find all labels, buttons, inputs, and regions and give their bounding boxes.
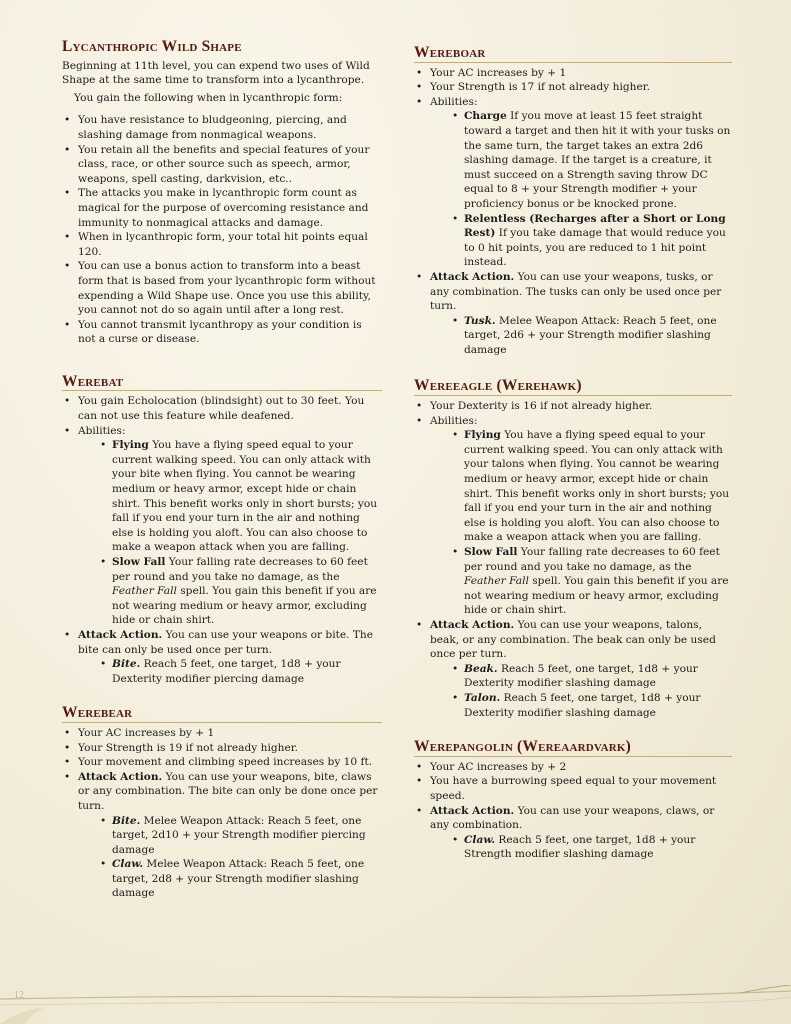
wereeagle-section xyxy=(414,379,732,720)
list-item: • When in lycanthropic form, your total hit points equal 120. xyxy=(62,230,382,259)
list-item xyxy=(430,545,732,618)
list-item xyxy=(430,109,732,211)
werebear-list xyxy=(62,726,382,901)
page-number: 12 xyxy=(14,990,24,1001)
werepangolin-list xyxy=(414,760,732,862)
list-item xyxy=(78,657,382,686)
wereeagle-attacks xyxy=(430,662,732,720)
attack-text: You can use your weapons, bite, claws or any combination. The bite can only be done once per turn. xyxy=(78,770,378,812)
list-item: • Your AC increases by + 1 xyxy=(414,66,732,81)
footer-ornament-icon xyxy=(0,985,791,1024)
list-item xyxy=(414,414,732,618)
left-column xyxy=(62,40,382,921)
list-item xyxy=(414,270,732,358)
werepangolin-section xyxy=(414,740,732,862)
attack-name: Beak. xyxy=(464,662,498,675)
lycanthropic-wild-shape-section xyxy=(62,40,382,347)
spell-name: Feather Fall xyxy=(112,585,177,598)
attack-text: Melee Weapon Attack: Reach 5 feet, one target, 2d6 + your Strength modifier slashing damage xyxy=(464,314,717,356)
werebat-attacks xyxy=(78,657,382,686)
list-item xyxy=(430,314,732,358)
ability-name: Flying xyxy=(112,439,149,452)
section-title-werepangolin: Werepangolin (Wereaardvark) xyxy=(414,740,732,757)
attack-action-label: Attack Action. xyxy=(430,618,515,631)
list-item: • Your AC increases by + 1 xyxy=(62,726,382,741)
ability-text: If you move at least 15 feet straight toward a target and then hit it with your tusks on the same turn, the target takes an extra 2d6 slashing damage. If the target is a creature, it must succeed on a Strength saving throw DC equal to 8 + your Strength modifier + your proficiency bonus or be knocked prone. xyxy=(464,110,731,210)
list-item xyxy=(430,662,732,691)
ability-text: If you take damage that would reduce you to 0 hit points, you are reduced to 1 hit point instead. xyxy=(464,227,726,269)
attack-name: Bite. xyxy=(112,814,141,827)
list-item: • You have resistance to bludgeoning, piercing, and slashing damage from nonmagical weapons. xyxy=(62,113,382,142)
wereboar-attacks xyxy=(430,314,732,358)
list-item xyxy=(78,555,382,628)
section-title-werebear: Werebear xyxy=(62,706,382,723)
list-item xyxy=(62,770,382,901)
list-item: • Your Dexterity is 16 if not already higher. xyxy=(414,399,732,414)
wereboar-section xyxy=(414,46,732,357)
list-item: • The attacks you make in lycanthropic form count as magical for the purpose of overcoming resistance and immunity to nonmagical attacks and damage. xyxy=(62,186,382,230)
werebat-section xyxy=(62,372,382,686)
ability-name: Flying xyxy=(464,429,501,442)
list-item: • Your movement and climbing speed increases by 10 ft. xyxy=(62,755,382,770)
abilities-label: Abilities: xyxy=(430,95,478,108)
wereboar-abilities xyxy=(430,109,732,270)
ability-text: spell. You gain this benefit if you are not wearing medium or heavy armor, excluding hide or chain shirt. xyxy=(112,585,377,627)
attack-action-label: Attack Action. xyxy=(78,770,163,783)
attack-text: Reach 5 feet, one target, 1d8 + your Strength modifier slashing damage xyxy=(464,833,696,861)
wereeagle-list xyxy=(414,399,732,720)
spell-name: Feather Fall xyxy=(464,575,529,588)
list-item: • Your Strength is 17 if not already higher. xyxy=(414,80,732,95)
attack-text: Reach 5 feet, one target, 1d8 + your Dexterity modifier slashing damage xyxy=(464,691,701,719)
werebear-section xyxy=(62,706,382,901)
attack-name: Talon. xyxy=(464,691,501,704)
list-item xyxy=(430,428,732,545)
list-item xyxy=(430,833,732,862)
attack-name: Claw. xyxy=(464,833,496,846)
list-item: • Your Strength is 19 if not already higher. xyxy=(62,741,382,756)
wereboar-list xyxy=(414,66,732,358)
attack-action-label: Attack Action. xyxy=(430,270,515,283)
section-title-lycanthropic-wild-shape: Lycanthropic Wild Shape xyxy=(62,38,242,55)
lycan-intro: Beginning at 11th level, you can expend two uses of Wild Shape at the same time to transform into a lycanthrope. xyxy=(62,59,370,87)
abilities-label: Abilities: xyxy=(78,424,126,437)
list-item: • You retain all the benefits and special features of your class, race, or other source such as speech, armor, weapons, spell casting, darkvision, etc.. xyxy=(62,143,382,187)
attack-text: Reach 5 feet, one target, 1d8 + your Dexterity modifier piercing damage xyxy=(112,658,341,685)
list-item: • Your AC increases by + 2 xyxy=(414,760,732,775)
wereeagle-abilities xyxy=(430,428,732,618)
attack-name: Bite. xyxy=(112,658,141,671)
lycan-intro2: You gain the following when in lycanthropic form: xyxy=(74,91,343,104)
list-item xyxy=(62,628,382,686)
attack-text: You can use your weapons or bite. The bite can only be used once per turn. xyxy=(78,628,374,656)
list-item: • You cannot transmit lycanthropy as your condition is not a curse or disease. xyxy=(62,318,382,347)
section-title-wereeagle: Wereeagle (Werehawk) xyxy=(414,379,732,396)
werepangolin-attacks xyxy=(430,833,732,862)
werebear-attacks xyxy=(78,814,382,902)
werebat-list xyxy=(62,394,382,686)
ability-name: Slow Fall xyxy=(464,546,518,558)
list-item: • You can use a bonus action to transform into a beast form that is based from your lycanthropic form without expending a Wild Shape use. Once you use this ability, you cannot not do so again until after a long rest. xyxy=(62,259,382,317)
abilities-label: Abilities: xyxy=(430,414,478,427)
list-item xyxy=(414,618,732,720)
list-item xyxy=(414,804,732,862)
ability-text: spell. You gain this benefit if you are not wearing medium or heavy armor, excluding hide or chain shirt. xyxy=(464,575,729,617)
attack-text: Melee Weapon Attack: Reach 5 feet, one target, 2d10 + your Strength modifier piercing damage xyxy=(112,814,366,856)
ability-text: You have a flying speed equal to your current walking speed. You can only attack with your talons when flying. You cannot be wearing medium or heavy armor, except hide or chain shirt. This benefit works only in short bursts; you fall if you end your turn in the air and nothing else is holding you aloft. You can also choose to make a weapon attack when you are falling. xyxy=(464,429,730,544)
attack-name: Claw. xyxy=(112,858,144,871)
attack-action-label: Attack Action. xyxy=(430,804,515,817)
attack-text: Melee Weapon Attack: Reach 5 feet, one target, 2d8 + your Strength modifier slashing damage xyxy=(112,858,365,900)
lycan-list xyxy=(62,113,382,347)
werebat-abilities xyxy=(78,438,382,628)
right-column xyxy=(414,46,732,882)
attack-text: You can use your weapons, tusks, or any combination. The tusks can only be used once per turn. xyxy=(430,270,722,313)
list-item xyxy=(78,438,382,555)
list-item: • You gain Echolocation (blindsight) out to 30 feet. You can not use this feature while deafened. xyxy=(62,394,382,423)
list-item: • You have a burrowing speed equal to your movement speed. xyxy=(414,774,732,803)
attack-name: Tusk. xyxy=(464,314,496,327)
ability-name: Slow Fall xyxy=(112,556,166,568)
section-title-werebat: Werebat xyxy=(62,375,382,392)
list-item xyxy=(78,857,382,901)
attack-action-label: Attack Action. xyxy=(78,628,163,641)
attack-text: Reach 5 feet, one target, 1d8 + your Dexterity modifier slashing damage xyxy=(464,662,698,690)
list-item xyxy=(430,212,732,270)
section-title-wereboar: Wereboar xyxy=(414,46,732,63)
ability-text: You have a flying speed equal to your current walking speed. You can only attack with your bite when flying. You cannot be wearing medium or heavy armor, except hide or chain shirt. This benefit works only in short bursts; you fall if you end your turn in the air and nothing else is holding you aloft. You can also choose to make a weapon attack when you are falling. xyxy=(112,439,378,554)
ability-text: Your falling rate decreases to 60 feet per round and you take no damage, as the xyxy=(464,546,720,573)
attack-text: You can use your weapons, talons, beak, or any combination. The beak can only be used once per turn. xyxy=(430,618,716,661)
list-item xyxy=(430,691,732,720)
ability-text: Your falling rate decreases to 60 feet per round and you take no damage, as the xyxy=(112,556,368,583)
attack-text: You can use your weapons, claws, or any combination. xyxy=(430,804,715,832)
list-item xyxy=(414,95,732,270)
ability-name: Charge xyxy=(464,110,507,123)
list-item xyxy=(62,424,382,628)
list-item xyxy=(78,814,382,858)
ability-name: Relentless (Recharges after a Short or Long Rest) xyxy=(464,212,726,240)
